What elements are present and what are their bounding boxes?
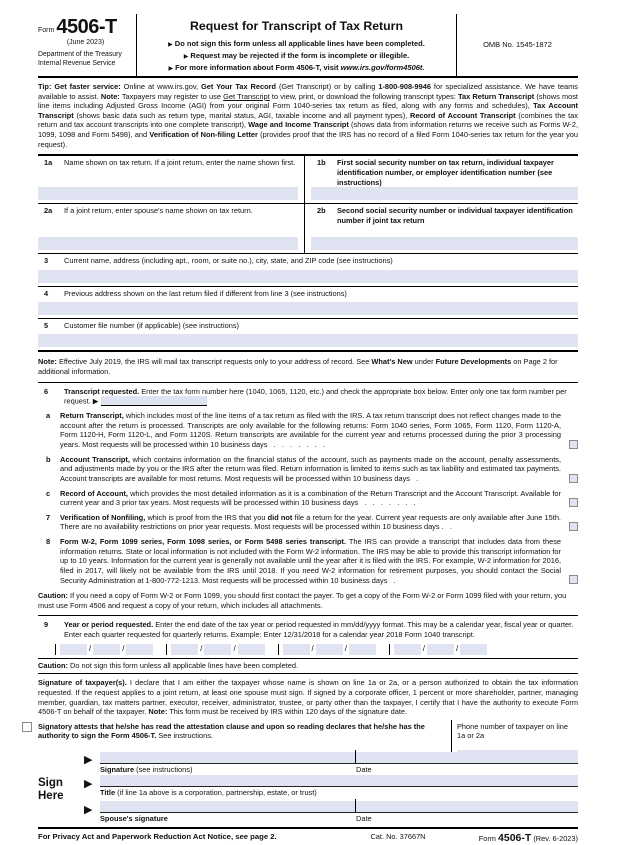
row-5 [38, 319, 578, 352]
line-2b-input[interactable] [311, 237, 578, 250]
form-title-block [137, 14, 457, 76]
form-word: Form [38, 26, 55, 34]
phone-label: Phone number of taxpayer on line 1a or 2a [457, 721, 568, 741]
line-9 [38, 616, 578, 641]
arrow-right-icon: ▶ [183, 53, 189, 60]
line-7-number: 7 [46, 512, 51, 522]
date-field[interactable] [349, 644, 376, 655]
return-transcript-checkbox[interactable] [569, 440, 578, 449]
line-4-number: 4 [44, 289, 49, 299]
tax-form-number-input[interactable] [101, 396, 207, 406]
title-row [70, 775, 578, 798]
date-field[interactable] [204, 644, 231, 655]
line-5-label: Customer file number (if applicable) (see instructions) [64, 321, 239, 331]
line-3 [38, 254, 578, 286]
header-bullet-3: ▶ For more information about Form 4506-T, visit www.irs.gov/form4506t. [168, 62, 425, 72]
line-6-label: Transcript requested. Enter the tax form number here (1040, 1065, 1120, etc.) and check the appropriate box below. Enter only one tax form number per request. ▶ [64, 386, 567, 406]
title-label: Title (if line 1a above is a corporation, partnership, estate, or trust) [100, 788, 317, 798]
row-1 [38, 156, 578, 204]
line-1b-label: First social security number on tax return, individual taxpayer identification number, or employer identification number (see instructions) [337, 158, 554, 187]
date-field[interactable] [93, 644, 120, 655]
verification-of-nonfiling-checkbox[interactable] [569, 522, 578, 531]
line-3-number: 3 [44, 256, 49, 266]
line-2a [38, 204, 305, 253]
line-1a-number: 1a [44, 158, 53, 168]
line-8-number: 8 [46, 537, 51, 547]
option-b-label: Account Transcript, which contains information on the financial status of the account, such as payments made on the account, penalty assessments, and adjustments made by you or the IRS after the return was filed. Return information is limited to items such as tax liability and estimated tax payments. Account transcripts are available for most returns. Most requests will be processed within 10 business days . [60, 454, 562, 483]
signature-date-input[interactable] [356, 752, 578, 763]
omb-number: OMB No. 1545-1872 [483, 40, 552, 50]
attestation-row [38, 720, 446, 750]
line-3-input[interactable] [38, 270, 578, 283]
signature-label: Signature (see instructions) [100, 764, 193, 774]
signature-row [70, 750, 578, 775]
line-6-number: 6 [44, 386, 49, 396]
form-footer [38, 827, 578, 845]
date-field[interactable] [126, 644, 153, 655]
form-revision: (June 2023) [66, 39, 105, 46]
date-field[interactable] [60, 644, 87, 655]
option-b-row [38, 455, 578, 484]
agency-name: Department of the Treasury Internal Revenue Service [38, 51, 122, 67]
date-label: Date [356, 764, 372, 774]
option-b-number: b [46, 454, 51, 464]
page-title: Request for Transcript of Tax Return [190, 19, 403, 33]
account-transcript-checkbox[interactable] [569, 474, 578, 483]
option-a-row [38, 411, 578, 450]
date-group-4: / / [389, 644, 500, 655]
form-number: 4506-T [56, 16, 117, 38]
line-8-label: Form W-2, Form 1099 series, Form 1098 series, or Form 5498 series transcript. The IRS can provide a transcript that includes data from these information returns. State or local information is not included with the Form W-2 information. The IRS may be able to provide this transcript information for up to 10 years. Information for the current year is generally not available until the year after it is filed with the IRS. For example, W-2 information for 2016, filed in 2017, will likely not be available from the IRS until 2018. If you need W-2 information for retirement purposes, you should contact the Social Security Administration at 1-800-772-1213. Most requests will be processed within 10 business days . [60, 537, 562, 585]
sign-zone [38, 720, 578, 825]
date-group-3: / / [278, 644, 389, 655]
sign-arrow-icon: ▶ [84, 778, 93, 791]
note-paragraph: Note: Effective July 2019, the IRS will mail tax transcript requests only to your address of record. See What's New under Future Developments on Page 2 for additional information. [38, 352, 578, 382]
row-3 [38, 254, 578, 287]
line-3-label: Current name, address (including apt., room, or suite no.), city, state, and ZIP code (see instructions) [64, 256, 393, 266]
arrow-right-icon: ▶ [168, 41, 173, 48]
option-a-label: Return Transcript, which includes most of the line items of a tax return as filed with the IRS. A tax return transcript does not reflect changes made to the account after the return is processed. Transcripts are only available for the following returns: Form 1040 series, Form 1065, Form 1120, Form 1120-A, Form 1120-H, Form 1120-L, and Form 1120S. Return transcripts are available for the current year and returns processed during the prior 3 processing years. Most requests will be processed within 10 business days . . . . . . . [60, 411, 562, 450]
spouse-signature-row [70, 799, 578, 824]
title-input[interactable] [100, 775, 578, 786]
signature-declaration-paragraph: Signature of taxpayer(s). I declare that I am either the taxpayer whose name is shown on line 1a or 2a, or a person authorized to obtain the tax information requested. If the request applies to a joint return, at least one spouse must sign. If signed by a corporate officer, 1 percent or more shareholder, partner, managing member, guardian, tax matters partner, executor, receiver, administrator, trustee, or party other than the taxpayer, I certify that I have the authority to execute Form 4506-T on behalf of the taxpayer. Note: This form must be received by IRS within 120 days of the signature date. [38, 678, 579, 717]
date-group-1: / / [55, 644, 166, 655]
line-1b-input[interactable] [311, 187, 578, 200]
row-4 [38, 287, 578, 319]
line-2b-number: 2b [317, 206, 326, 216]
catalog-number: Cat. No. 37667N [370, 831, 426, 841]
caution-sign-paragraph: Caution: Do not sign this form unless all applicable lines have been completed. [38, 659, 578, 675]
line-1b-number: 1b [317, 158, 326, 168]
line-8-row [38, 537, 578, 585]
spouse-signature-label: Spouse's signature [100, 814, 168, 824]
line-9-number: 9 [44, 620, 49, 630]
line-7-label: Verification of Nonfiling, which is proof from the IRS that you did not file a return for the year. Current year requests are only available after June 15th. There are no availability restrictions on prior year requests. Most requests will be processed within 10 business days . . [60, 512, 561, 532]
line-2b [305, 204, 578, 253]
w2-1099-transcript-checkbox[interactable] [569, 575, 578, 584]
attestation-label: Signatory attests that he/she has read the attestation clause and upon so reading declares that he/she has the authority to sign the Form 4506-T. See instructions. [38, 721, 425, 741]
line-4-input[interactable] [38, 302, 578, 315]
date-field[interactable] [316, 644, 343, 655]
spouse-date-input[interactable] [356, 801, 578, 812]
form-footer-reference: Form 4506-T (Rev. 6-2023) [478, 831, 578, 844]
date-field[interactable] [394, 644, 421, 655]
option-c-number: c [46, 488, 51, 498]
caution-w2-paragraph: Caution: If you need a copy of Form W-2 or Form 1099, you should first contact the payer. To get a copy of the Form W-2 or Form 1099 filed with your return, you must use Form 4506 and request a copy of your return, which includes all attachments. [38, 591, 578, 616]
line-2b-label: Second social security number or individual taxpayer identification number if joint tax return [337, 206, 573, 225]
sign-here-label: Sign Here [38, 776, 64, 803]
attestation-checkbox[interactable] [22, 722, 32, 732]
line-2a-number: 2a [44, 206, 53, 216]
line-2a-input[interactable] [38, 237, 298, 250]
option-a-number: a [46, 411, 51, 421]
date-field[interactable] [238, 644, 265, 655]
form-header [38, 14, 578, 78]
tip-paragraph: Tip: Get faster service: Online at www.irs.gov, Get Your Tax Record (Get Transcript) or by calling 1-800-908-9946 for specialized assistance. We have teams available to assist. Note: Taxpayers may register to use Get Transcript to view, print, or download the following transcript types: Tax Return Transcript (shows most line items including Adjusted Gross Income (AGI) from your original Form 1040-series tax return as filed, along with any forms and schedules), Tax Account Transcript (shows basic data such as return type, marital status, AGI, taxable income and all payment types), Record of Account Transcript (combines the tax return and tax account transcripts into one complete transcript), Wage and Income Transcript (shows data from information returns we receive such as Forms W-2, 1099, 1098 and Form 5498), and Verification of Non-filing Letter (provides proof that the IRS has no record of a filed Form 1040-series tax return for the year you request). [38, 78, 578, 156]
signature-input[interactable] [100, 752, 355, 763]
line-6 [38, 383, 578, 407]
privacy-notice: For Privacy Act and Paperwork Reduction Act Notice, see page 2. [38, 831, 277, 841]
sign-arrow-icon: ▶ [84, 754, 93, 767]
line-7-row [38, 513, 578, 532]
year-period-row [38, 642, 578, 659]
row-2 [38, 204, 578, 254]
line-5-input[interactable] [38, 334, 578, 347]
line-9-label: Year or period requested. Enter the end date of the tax year or period requested in mm/dd/yyyy format. This may be a calendar year, fiscal year or quarter. Enter each quarter requested for quarterly returns. Example: Enter 12/31/2018 for a calendar year 2018 Form 1040 transcript. [64, 620, 574, 640]
option-c-row [38, 489, 578, 508]
arrow-right-icon: ▶ [168, 65, 174, 72]
sign-here-section [38, 750, 578, 825]
date-field[interactable] [460, 644, 487, 655]
line-2a-label: If a joint return, enter spouse's name shown on tax return. [64, 206, 253, 216]
header-bullet-1: ▶ Do not sign this form unless all applicable lines have been completed. [168, 38, 425, 48]
line-1a-input[interactable] [38, 187, 298, 200]
line-1a-label: Name shown on tax return. If a joint return, enter the name shown first. [64, 158, 296, 168]
record-of-account-checkbox[interactable] [569, 498, 578, 507]
option-c-label: Record of Account, which provides the most detailed information as it is a combination of the Return Transcript and the Account Transcript. Available for current year and 3 prior tax years. Most requests will be processed within 10 business days . . . . . . . [60, 488, 561, 508]
form-number-block [38, 14, 137, 76]
date-field[interactable] [283, 644, 310, 655]
sign-arrow-icon: ▶ [84, 803, 93, 816]
line-1a [38, 156, 305, 203]
date-group-2: / / [166, 644, 277, 655]
line-5-number: 5 [44, 321, 49, 331]
date-label: Date [356, 814, 372, 824]
spouse-signature-input[interactable] [100, 801, 355, 812]
date-field[interactable] [427, 644, 454, 655]
date-field[interactable] [171, 644, 198, 655]
line-4-label: Previous address shown on the last return filed if different from line 3 (see instructions) [64, 289, 347, 299]
line-4 [38, 287, 578, 318]
line-1b [305, 156, 578, 203]
header-bullet-2: ▶ Request may be rejected if the form is incomplete or illegible. [183, 50, 410, 60]
line-5 [38, 319, 578, 350]
